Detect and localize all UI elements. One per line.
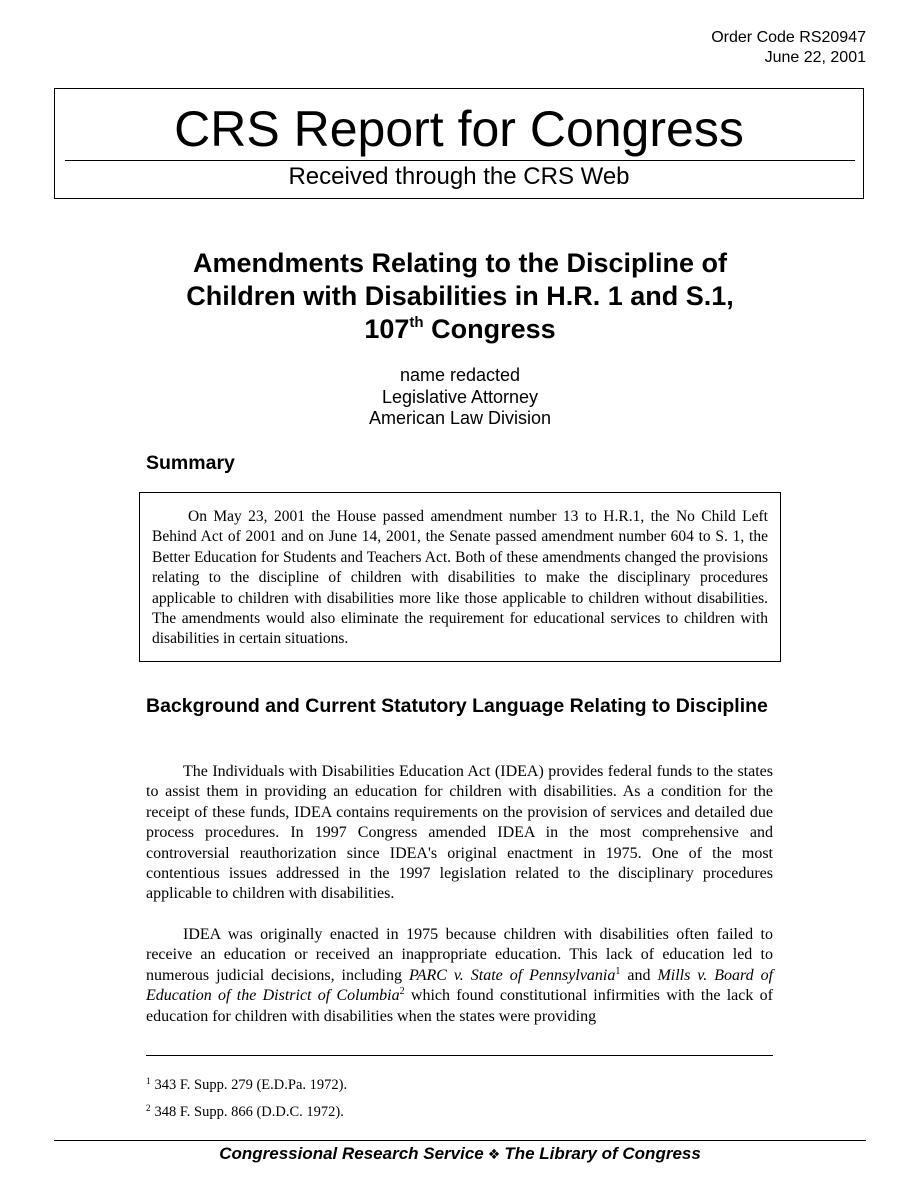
congress-number: 107 (364, 314, 410, 344)
summary-heading: Summary (146, 452, 235, 474)
congress-ordinal: th (409, 314, 424, 331)
case-citation-parc: PARC v. State of Pennsylvania (408, 966, 616, 984)
report-title (140, 247, 780, 346)
author-division: American Law Division (368, 408, 552, 428)
order-info (711, 28, 866, 68)
congress-word: Congress (423, 314, 556, 344)
report-title-line-2: Children with Disabilities in H.R. 1 and S.1, (186, 281, 734, 311)
footnote-ref-2: 2 (399, 986, 405, 998)
footnote-divider (146, 1055, 773, 1056)
banner-title: CRS Report for Congress (174, 101, 744, 157)
case-citation-mills: Mills v. Board of Education of the District of Columbia (146, 966, 774, 1005)
summary-box (139, 492, 781, 662)
background-paragraph-1: The Individuals with Disabilities Education Act (IDEA) provides federal funds to the states to assist them in providing an education for children with disabilities. As a condition for the receipt of these funds, IDEA contains requirements on the provision of services and detailed due process procedures. In 1997 Congress amended IDEA in the most comprehensive and controversial reauthorization since IDEA's original enactment in 1975. One of the most contentious issues addressed in the 1997 legislation related to the disciplinary procedures applicable to children with disabilities. (146, 763, 773, 903)
footnote-text: 348 F. Supp. 866 (D.D.C. 1972). (154, 1104, 344, 1120)
banner-divider (65, 160, 855, 161)
background-heading: Background and Current Statutory Language Relating to Discipline (146, 695, 768, 717)
report-title-line-3 (140, 313, 780, 346)
para2-text-c: which found constitutional infirmities with the lack of education for children with disabilities when the states were providing (146, 987, 773, 1025)
footnote-2 (146, 1103, 344, 1121)
footnote-text: 343 F. Supp. 279 (E.D.Pa. 1972). (154, 1077, 348, 1093)
footnote-number: 1 (146, 1076, 151, 1086)
summary-text: On May 23, 2001 the House passed amendment number 13 to H.R.1, the No Child Left Behind Act of 2001 and on June 14, 2001, the Senate passed amendment number 604 to S. 1, the Better Education for Students and Teachers Act. Both of these amendments changed the provisions relating to the discipline of children with disabilities to make the disciplinary procedures applicable to children with disabilities more like those applicable to children without disabilities. The amendments would also eliminate the requirement for educational services to children with disabilities in certain situations. (152, 508, 768, 648)
author-role: Legislative Attorney (381, 386, 539, 407)
banner-subtitle: Received through the CRS Web (288, 163, 630, 190)
footer-loc: The Library of Congress (504, 1144, 701, 1163)
footer-crs: Congressional Research Service (219, 1144, 484, 1163)
order-code: Order Code RS20947 (711, 29, 866, 46)
author-block (260, 365, 660, 430)
page-footer (0, 1143, 920, 1165)
author-name: name redacted (399, 365, 521, 385)
diamond-separator-icon: ❖ (487, 1146, 501, 1162)
para2-text-b: and (620, 966, 658, 984)
report-banner (54, 88, 864, 199)
para2-text-a: IDEA was originally enacted in 1975 because children with disabilities often failed to receive an education or received an inappropriate education. This lack of education led to numerous judicial decisions, including (146, 926, 773, 984)
footnote-number: 2 (146, 1103, 151, 1113)
footer-divider (54, 1140, 866, 1141)
background-paragraph-2 (146, 925, 773, 1027)
report-title-line-1: Amendments Relating to the Discipline of (192, 248, 728, 278)
report-date: June 22, 2001 (764, 49, 866, 66)
footnote-1 (146, 1076, 347, 1094)
footnote-ref-1: 1 (615, 965, 621, 977)
